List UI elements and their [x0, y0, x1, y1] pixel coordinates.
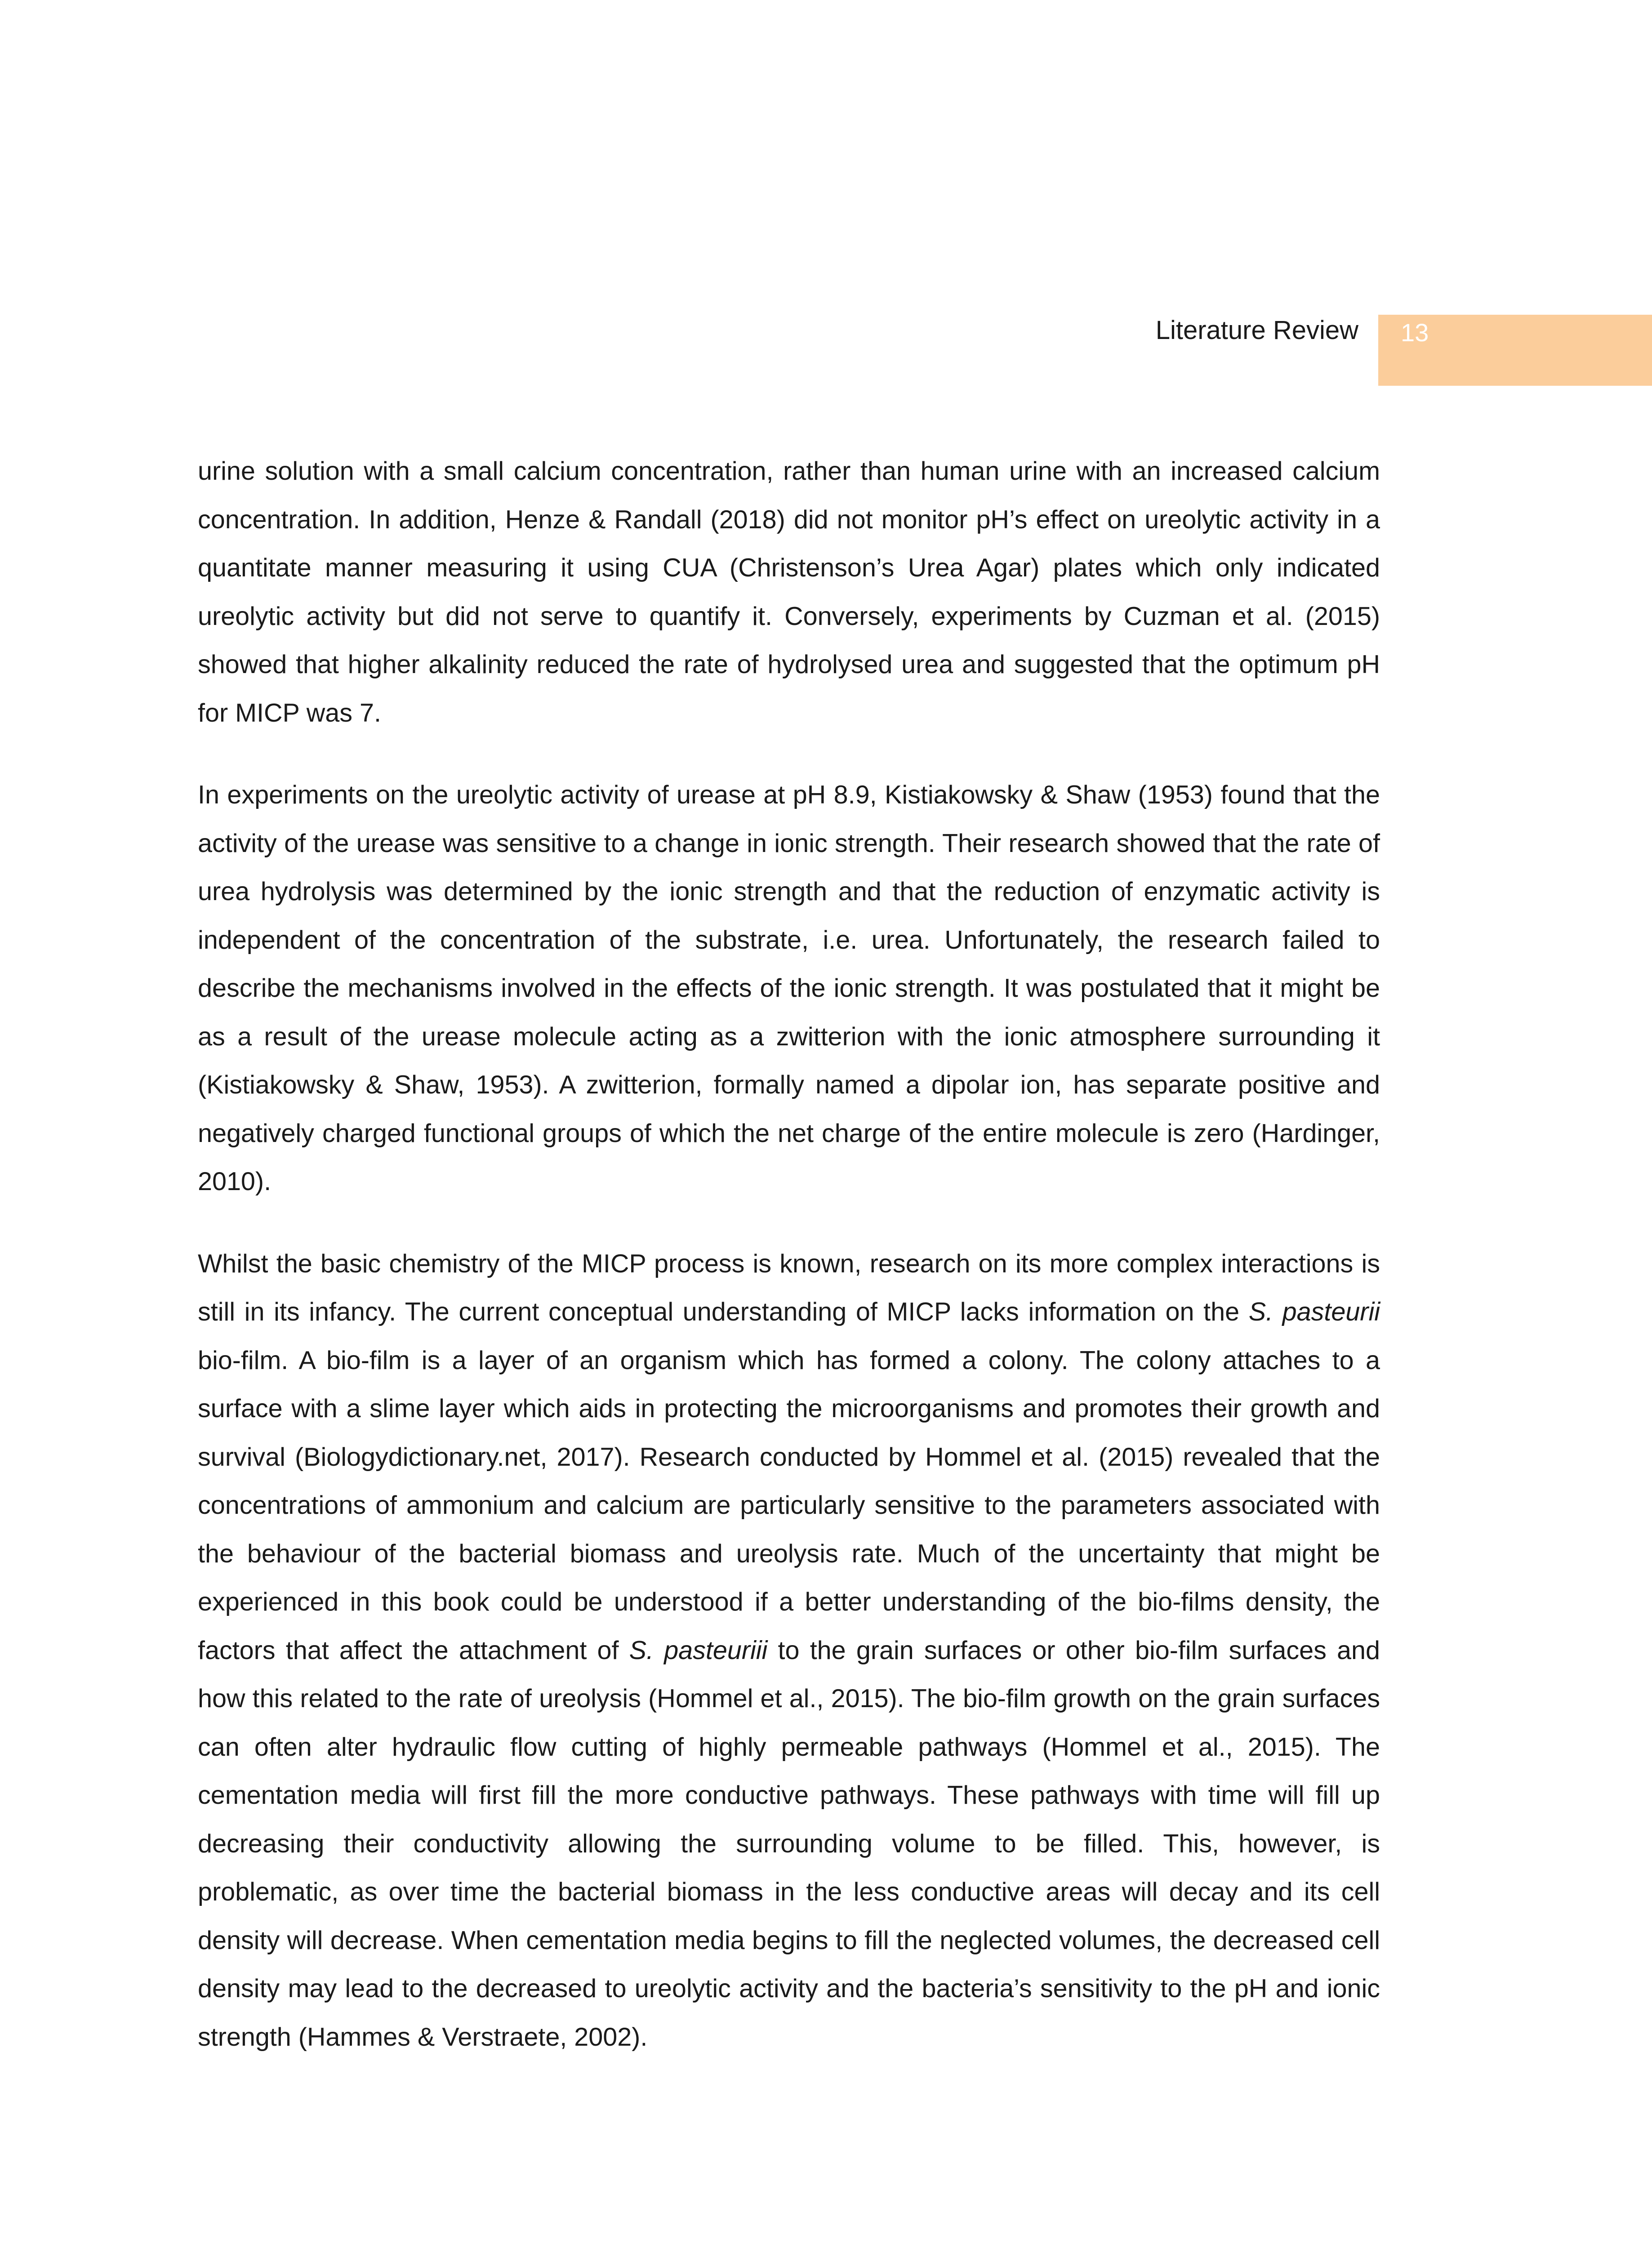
paragraph-3: [198, 1240, 1380, 2062]
paragraph-3-text-b: bio-film. A bio-film is a layer of an organism which has formed a colony. The colony attaches to a surface with a slime layer which aids in protecting the microorganisms and promotes their growth and survival (Biologydictionary.net, 2017). Research conducted by Hommel et al. (2015) revealed that the concentrations of ammonium and calcium are particularly sensitive to the parameters associated with the behaviour of the bacterial biomass and ureolysis rate. Much of the uncertainty that might be experienced in this book could be understood if a better understanding of the bio-films density, the factors that affect the attachment of: [198, 1346, 1380, 1665]
section-title: Literature Review: [1155, 316, 1358, 345]
species-name: S. pasteuriii: [629, 1636, 768, 1665]
paragraph-3-text-a: Whilst the basic chemistry of the MICP process is known, research on its more complex interactions is still in its infancy. The current conceptual understanding of MICP lacks information on the: [198, 1249, 1380, 1326]
body-text: [198, 447, 1380, 2061]
page-number: 13: [1401, 318, 1429, 347]
paragraph-1: urine solution with a small calcium concentration, rather than human urine with an increased calcium concentration. In addition, Henze & Randall (2018) did not monitor pH’s effect on ureolytic activity in a quantitate manner measuring it using CUA (Christenson’s Urea Agar) plates which only indicated ureolytic activity but did not serve to quantify it. Conversely, experiments by Cuzman et al. (2015) showed that higher alkalinity reduced the rate of hydrolysed urea and suggested that the optimum pH for MICP was 7.: [198, 457, 1380, 727]
paragraph-2: In experiments on the ureolytic activity of urease at pH 8.9, Kistiakowsky & Shaw (1953) found that the activity of the urease was sensitive to a change in ionic strength. Their research showed that the rate of urea hydrolysis was determined by the ionic strength and that the reduction of enzymatic activity is independent of the concentration of the substrate, i.e. urea. Unfortunately, the research failed to describe the mechanisms involved in the effects of the ionic strength. It was postulated that it might be as a result of the urease molecule acting as a zwitterion with the ionic atmosphere surrounding it (Kistiakowsky & Shaw, 1953). A zwitterion, formally named a dipolar ion, has separate positive and negatively charged functional groups of which the net charge of the entire molecule is zero (Hardinger, 2010).: [198, 781, 1380, 1196]
page-number-tab: [1378, 315, 1652, 386]
paragraph-3-text-c: to the grain surfaces or other bio-film surfaces and how this related to the rate of ureolysis (Hommel et al., 2015). The bio-film growth on the grain surfaces can often alter hydraulic flow cutting of highly permeable pathways (Hommel et al., 2015). The cementation media will first fill the more conductive pathways. These pathways with time will fill up decreasing their conductivity allowing the surrounding volume to be filled. This, however, is problematic, as over time the bacterial biomass in the less conductive areas will decay and its cell density will decrease. When cementation media begins to fill the neglected volumes, the decreased cell density may lead to the decreased to ureolytic activity and the bacteria’s sensitivity to the pH and ionic strength (Hammes & Verstraete, 2002).: [198, 1636, 1380, 2052]
species-name: S. pasteurii: [1248, 1298, 1380, 1326]
